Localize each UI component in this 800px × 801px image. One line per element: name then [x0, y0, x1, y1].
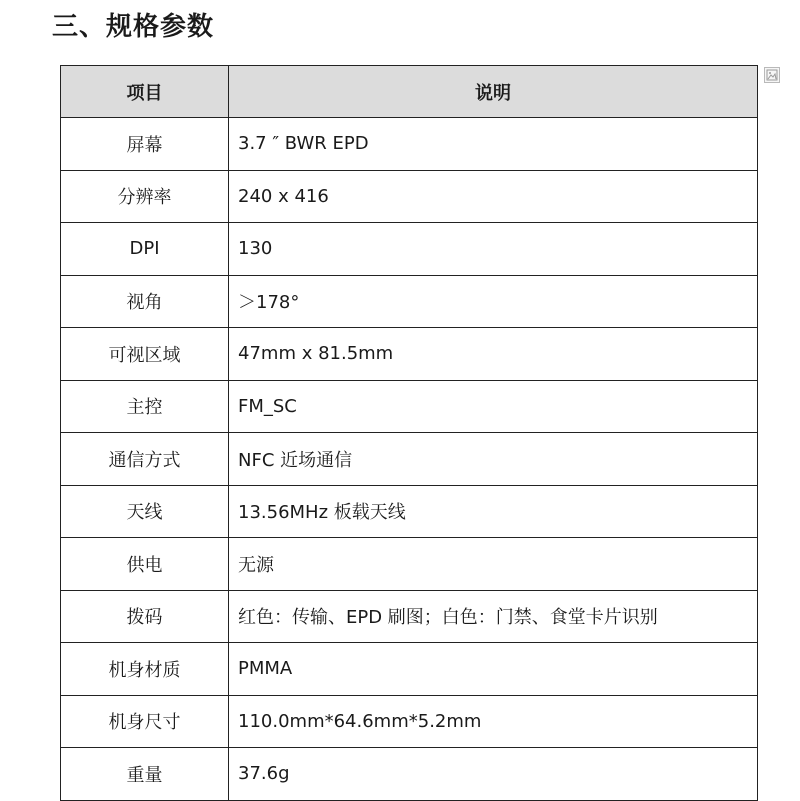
row-value: ＞178° — [229, 275, 758, 328]
row-value: FM_SC — [229, 380, 758, 433]
table-header-row — [61, 66, 758, 118]
header-description: 说明 — [229, 66, 758, 118]
row-value: 13.56MHz 板载天线 — [229, 485, 758, 538]
row-value: NFC 近场通信 — [229, 433, 758, 486]
table-row — [61, 538, 758, 591]
table-row — [61, 748, 758, 801]
row-value: PMMA — [229, 643, 758, 696]
row-value: 3.7 ″ BWR EPD — [229, 118, 758, 171]
table-row — [61, 380, 758, 433]
row-value: 无源 — [229, 538, 758, 591]
header-item: 项目 — [61, 66, 229, 118]
row-item: 可视区域 — [61, 328, 229, 381]
row-item: 供电 — [61, 538, 229, 591]
row-item: 通信方式 — [61, 433, 229, 486]
row-item: 分辨率 — [61, 170, 229, 223]
image-placeholder-icon[interactable] — [764, 67, 780, 83]
spec-table — [60, 65, 758, 801]
row-item: 天线 — [61, 485, 229, 538]
row-value: 红色：传输、EPD 刷图；白色：门禁、食堂卡片识别 — [229, 590, 758, 643]
table-row — [61, 590, 758, 643]
section-title: 三、规格参数 — [52, 12, 215, 42]
table-row — [61, 170, 758, 223]
row-item: 视角 — [61, 275, 229, 328]
row-value: 240 x 416 — [229, 170, 758, 223]
table-row — [61, 223, 758, 276]
table-row — [61, 695, 758, 748]
row-value: 37.6g — [229, 748, 758, 801]
row-item: 重量 — [61, 748, 229, 801]
row-item: 屏幕 — [61, 118, 229, 171]
table-row — [61, 328, 758, 381]
table-row — [61, 275, 758, 328]
table-row — [61, 485, 758, 538]
row-item: 机身材质 — [61, 643, 229, 696]
row-item: 主控 — [61, 380, 229, 433]
row-value: 110.0mm*64.6mm*5.2mm — [229, 695, 758, 748]
row-value: 47mm x 81.5mm — [229, 328, 758, 381]
table-row — [61, 118, 758, 171]
row-item: 机身尺寸 — [61, 695, 229, 748]
table-row — [61, 433, 758, 486]
table-row — [61, 643, 758, 696]
row-item: DPI — [61, 223, 229, 276]
row-value: 130 — [229, 223, 758, 276]
row-item: 拨码 — [61, 590, 229, 643]
